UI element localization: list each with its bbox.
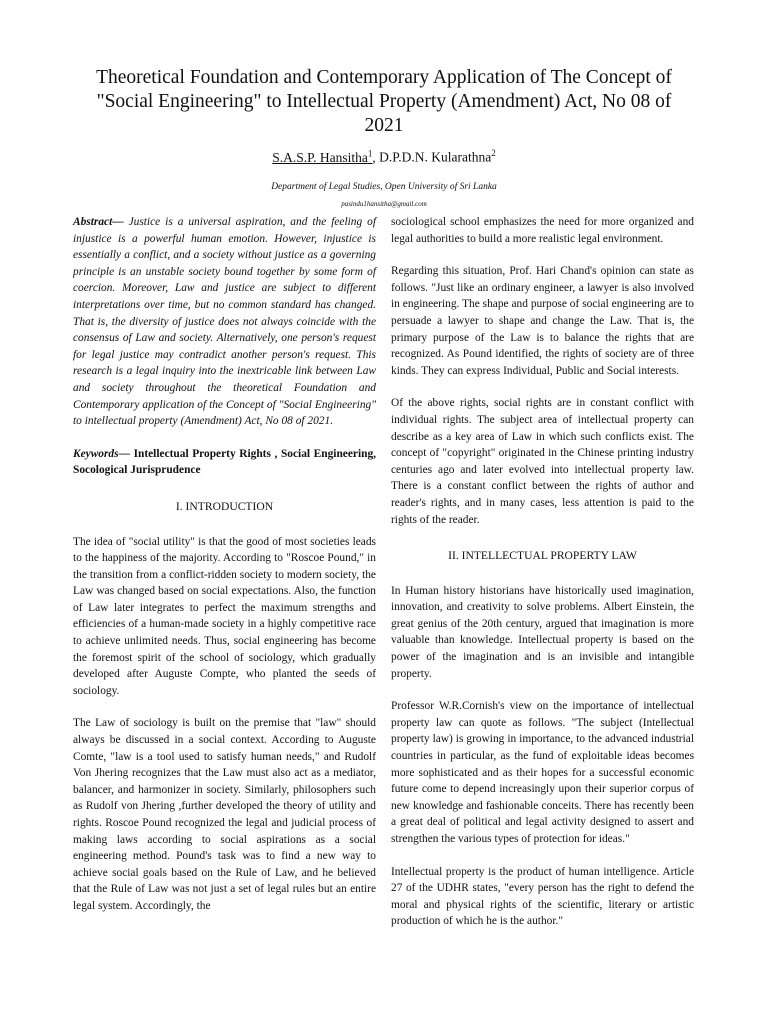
abstract [73,214,376,430]
section-heading-intellectual-property-law: II. INTELLECTUAL PROPERTY LAW [448,549,637,563]
affiliation: Department of Legal Studies, Open University of Sri Lanka [271,182,497,192]
abstract-label: Abstract— [73,216,124,228]
paragraph: In Human history historians have historically used imagination, innovation, and creativity to solve problems. Albert Einstein, the great genius of the 20th century, argued that imagination is more valuable than knowledge. Intellectual property is based on the power of the imagination and is an invisible and intangible property. [391,584,694,680]
author-email: pasindu1hansitha@gmail.com [341,200,427,208]
abstract-text: Justice is a universal aspiration, and the feeling of injustice is a powerful human emotion. However, injustice is essentially a conflict, and a society without justice as a governing principle is an unstable society bound together by some form of coercion. Moreover, Law and justice are subject to different interpretations over time, but no common standard has changed. That is, the diversity of justice does not always coincide with the consensus of Law and society. Alternatively, one person's request for legal justice may contradict another person's request. This research is a legal inquiry into the inextricable link between Law and society throughout the theoretical Foundation and Contemporary application of the Concept of "Social Engineering" to intellectual property (Amendment) Act, No 08 of 2021. [73,216,376,428]
paragraph: Regarding this situation, Prof. Hari Chand's opinion can state as follows. "Just like an ordinary engineer, a lawyer is also involved in engineering. The shape and purpose of social engineering are to persuade a lawyer to shape and change the Law. That is, the primary purpose of the Law is to balance the rights that are recognized. As Pound identified, the rights of society are of three kinds. They can express Individual, Public and Social interests. [391,265,694,377]
paragraph: The Law of sociology is built on the premise that "law" should always be discussed in a social context. According to Auguste Comte, "law is a tool used to satisfy human needs," and Rudolf Von Jhering recognizes that the Law must also act as a mediator, balancer, and harmonizer in society. Similarly, philosophers such as Rudolf von Jhering ,further developed the theory of utility and rights. Roscoe Pound recognized the legal and judicial process of making laws according to social aspirations as a social engineering method. Pound's task was to find a new way to achieve social goals based on the Rule of Law, and he believed that the Rule of Law was not just a set of legal rules but an entire legal system. Accordingly, the [73,717,376,912]
right-column [391,214,694,930]
paragraph: Intellectual property is the product of human intelligence. Article 27 of the UDHR states, "every person has the right to defend the moral and physical rights of the scientific, literary or artistic production of which he is the author." [391,865,694,928]
author-2-superscript: 2 [491,148,496,158]
paragraph: Professor W.R.Cornish's view on the importance of intellectual property law can quote as follows. "The subject (Intellectual property law) is growing in importance, to the advanced industrial countries in particular, as the fund of exploitable ideas becomes more sophisticated and as their hopes for a successful economic future come to depend increasingly upon their superior corpus of new knowledge and fashionable conceits. There has recently been a great deal of political and legal activity designed to assert and strengthen the various types of protection for ideas." [391,700,694,845]
keywords [73,446,376,479]
left-column [73,214,376,915]
author-1: S.A.S.P. Hansitha$^1$, [272,148,376,165]
keywords-label: Keywords— [73,447,130,460]
paragraph: Of the above rights, social rights are in constant conflict with individual rights. The subject area of intellectual property can describe as a key area of Law in which such conflicts exist. The concept of "copyright" originated in the Chinese printing industry centuries ago and later evolved into intellectual property law. There is a constant conflict between the rights of author and reader's rights, and in many cases, less attention is paid to the rights of the reader. [391,397,694,526]
paragraph: sociological school emphasizes the need for more organized and legal authorities to build a more realistic legal environment. [391,216,694,245]
paper-title: Theoretical Foundation and Contemporary Application of The Concept of "Social Engineering" to Intellectual Property (Amendment) Act, No 08 of 2021 [96,67,672,136]
author-line [0,148,768,166]
paragraph: The idea of "social utility" is that the good of most societies leads to the happiness of the majority. According to "Roscoe Pound," in the transition from a conflict-ridden society to modern society, the Law was changed based on social expectations. Also, the function of Law later integrates to perfect the maximum strengths and efficiencies of a human-made society in a highly competitive race to achieve unlimited needs. Thus, social engineering has become the foremost spirit of the school of sociology, which gradually developed after Auguste Compte, who planted the seeds of sociology. [73,535,376,697]
author-1-superscript: 1 [367,148,373,158]
keywords-text: Intellectual Property Rights , Social Engineering, Socological Jurisprudence [73,447,376,477]
author-2: D.P.D.N. Kularathna [375,149,492,165]
section-heading-introduction: I. INTRODUCTION [175,499,274,513]
